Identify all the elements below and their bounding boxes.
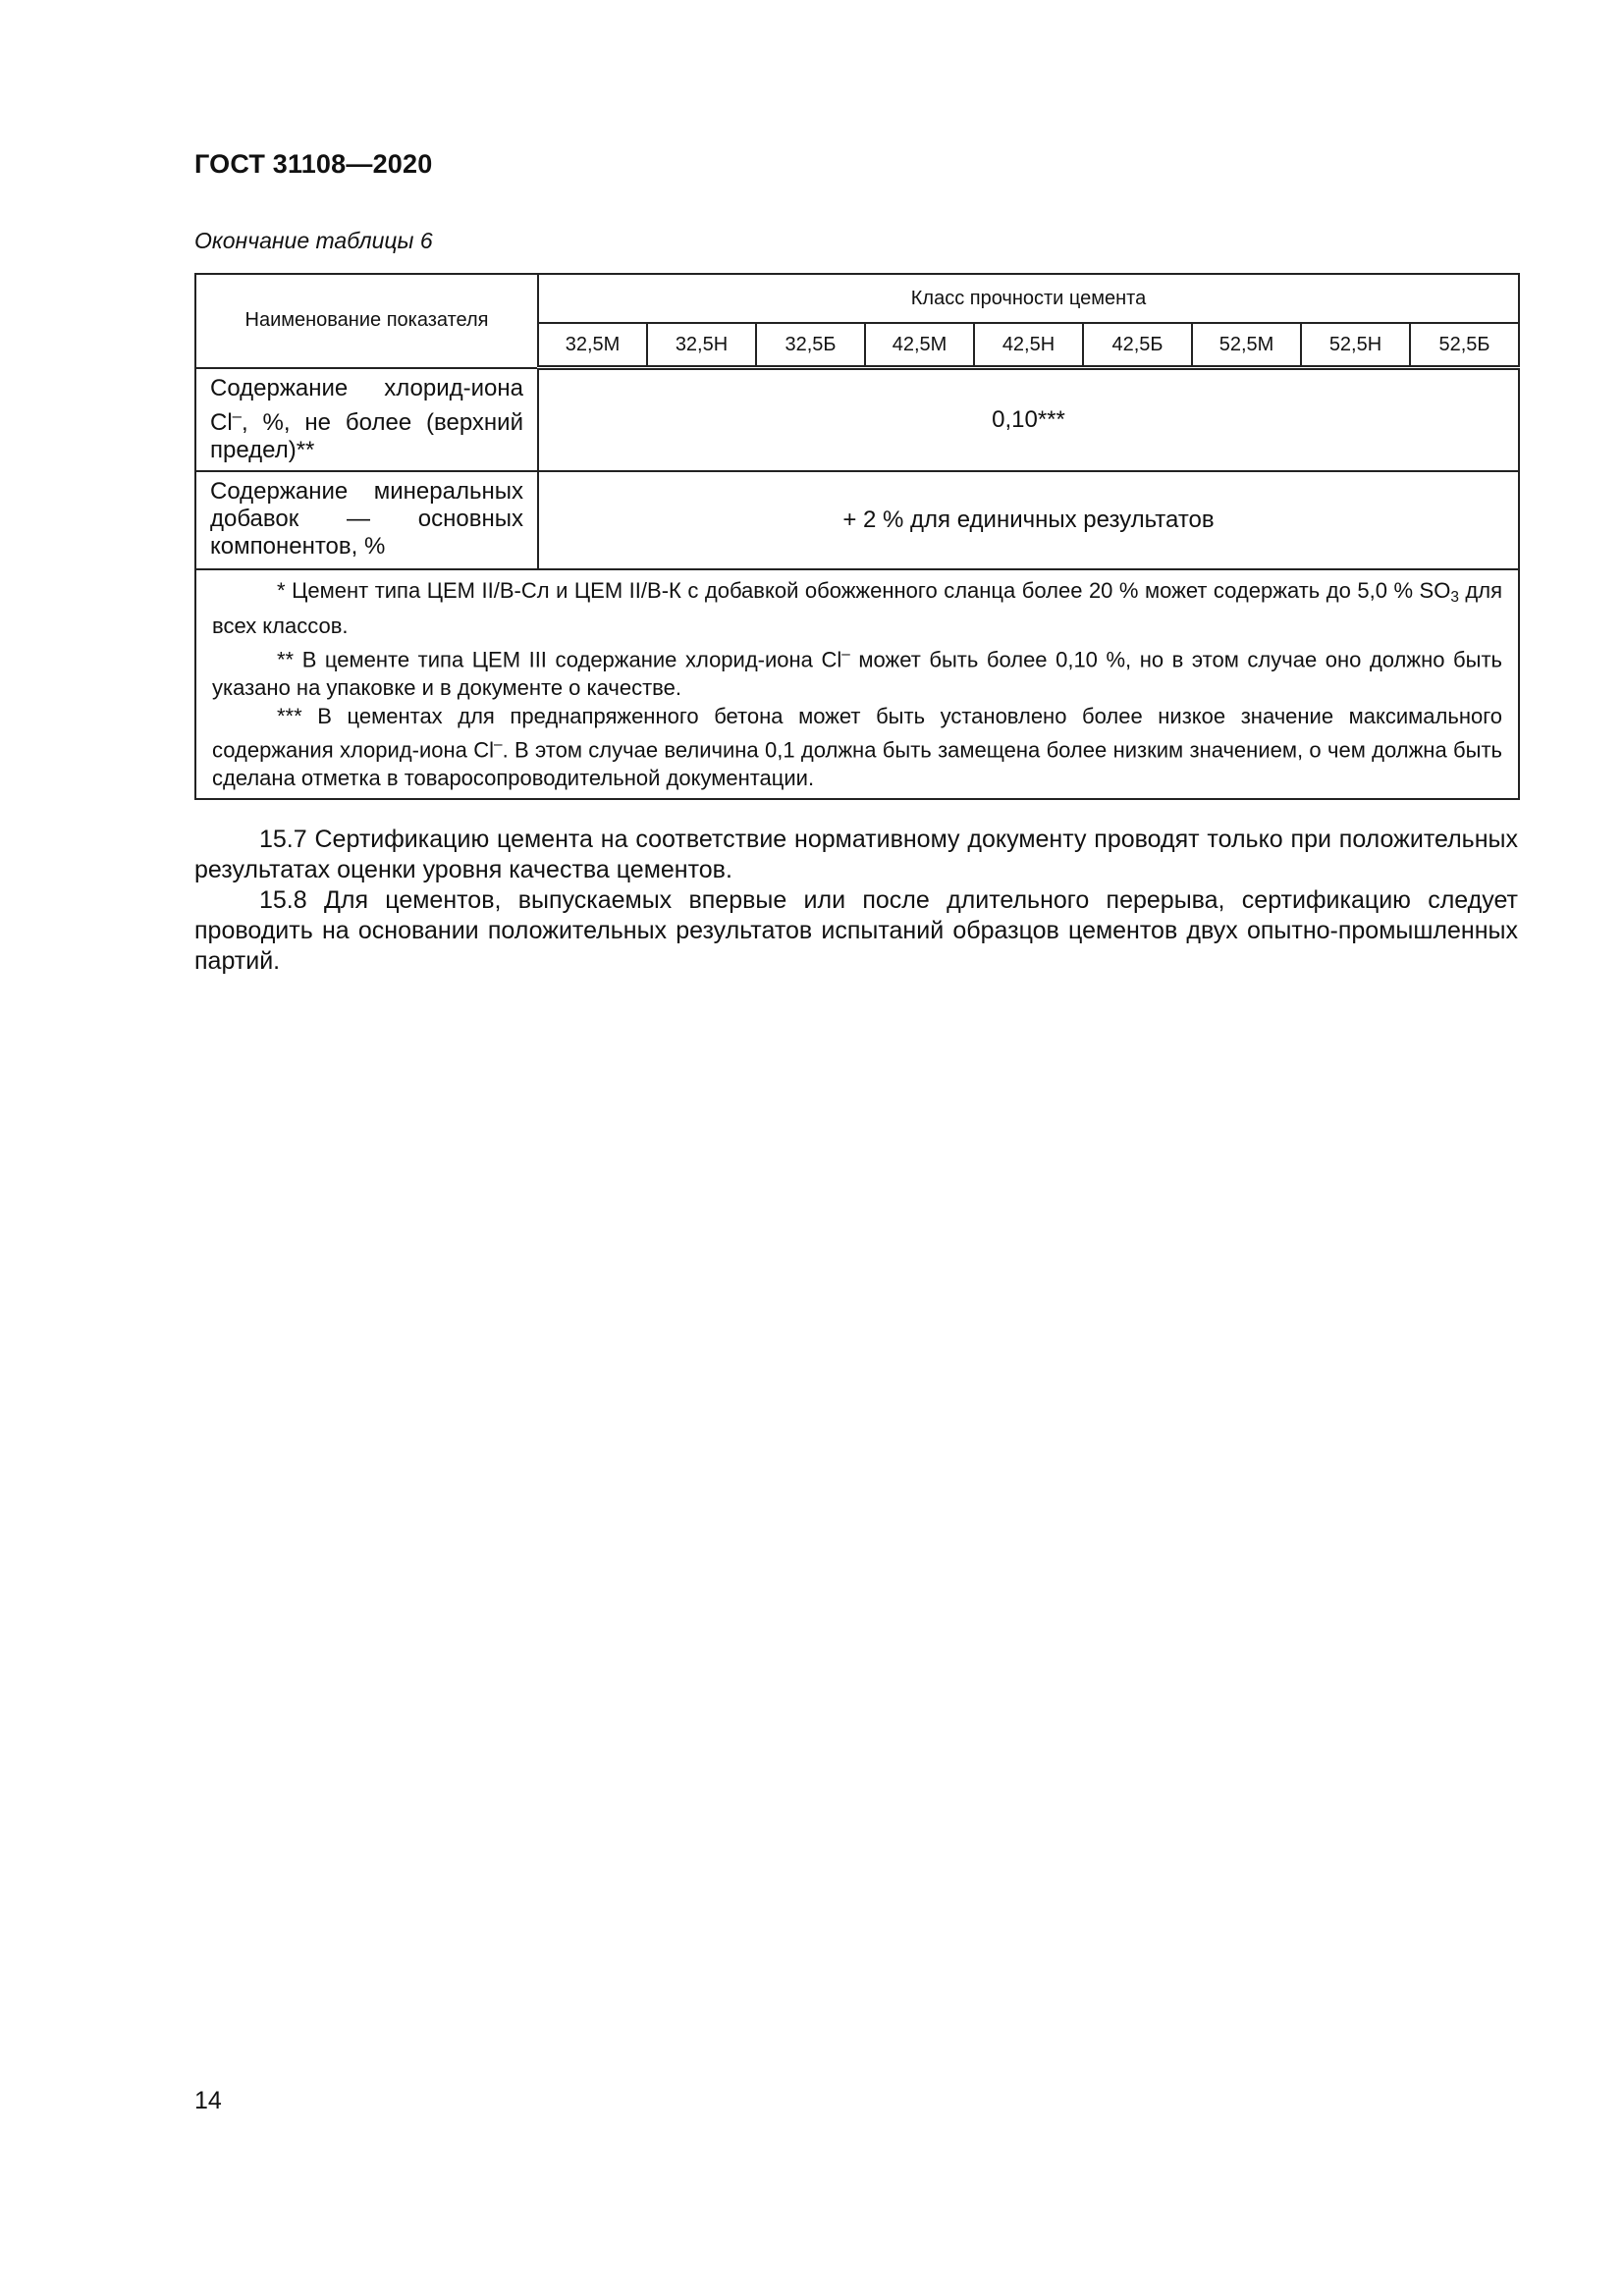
superscript: – [232, 405, 243, 425]
class-header: 32,5Н [647, 323, 756, 368]
row-value-mineral-additives: + 2 % для единичных результатов [538, 471, 1519, 569]
footnote-3 [212, 702, 1502, 792]
footnote-text: может быть более 0,10 %, но в этом случае оно должно быть указано на упаковке и в документе о качестве. [212, 646, 1503, 700]
class-header: 42,5Б [1083, 323, 1192, 368]
column-header-indicator: Наименование показателя [195, 274, 538, 368]
class-header: 32,5М [538, 323, 647, 368]
row-name-text: Содержание хлорид-иона Cl [210, 374, 523, 436]
footnote-2 [212, 640, 1502, 702]
class-header: 52,5Н [1301, 323, 1410, 368]
footnote-text: . В этом случае величина 0,1 должна быть замещена более низким значением, о чем должна быть сделана отметка в товаросопроводительной документации. [212, 737, 1502, 791]
footnote-text: * Цемент типа ЦЕМ II/В-Сл и ЦЕМ II/В-К с добавкой обожженного сланца более 20 % может содержать до 5,0 % SO [277, 577, 1451, 603]
table-6 [194, 273, 1520, 800]
class-header: 42,5Н [974, 323, 1083, 368]
paragraph-15-7: 15.7 Сертификацию цемента на соответствие нормативному документу проводят только при положительных результатах оценки уровня качества цементов. [194, 826, 1518, 883]
table-notes [195, 569, 1519, 800]
body-text [194, 825, 1518, 977]
table-row [195, 368, 1519, 471]
footnote-text: для всех классов. [212, 577, 1502, 638]
superscript: – [841, 645, 850, 663]
page-number: 14 [194, 2087, 222, 2114]
class-header: 32,5Б [756, 323, 865, 368]
class-header: 52,5М [1192, 323, 1301, 368]
row-name-text: , %, не более (верхний предел)** [210, 408, 523, 463]
paragraph-15-8: 15.8 Для цементов, выпускаемых впервые или после длительного перерыва, сертификацию следует проводить на основании положительных результатов испытаний образцов цементов двух опытно-промышленных партий. [194, 886, 1518, 975]
row-name-mineral-additives: Содержание минеральных добавок — основных компонентов, % [195, 471, 538, 569]
table-row [195, 471, 1519, 569]
superscript: – [494, 735, 503, 753]
column-header-strength-class: Класс прочности цемента [538, 274, 1519, 323]
footnote-text: *** В цементах для преднапряженного бетона может быть установлено более низкое значение максимального содержания хлорид-иона Cl [212, 703, 1502, 763]
document-header: ГОСТ 31108—2020 [194, 149, 433, 179]
table-caption: Окончание таблицы 6 [194, 228, 433, 253]
footnote-1 [212, 576, 1502, 640]
row-value-chloride: 0,10*** [538, 368, 1519, 471]
subscript: 3 [1450, 588, 1459, 606]
class-header: 42,5М [865, 323, 974, 368]
class-header: 52,5Б [1410, 323, 1519, 368]
row-name-chloride [195, 368, 538, 471]
footnote-text: ** В цементе типа ЦЕМ III содержание хлорид-иона Cl [277, 646, 842, 671]
table-notes-row [195, 569, 1519, 800]
